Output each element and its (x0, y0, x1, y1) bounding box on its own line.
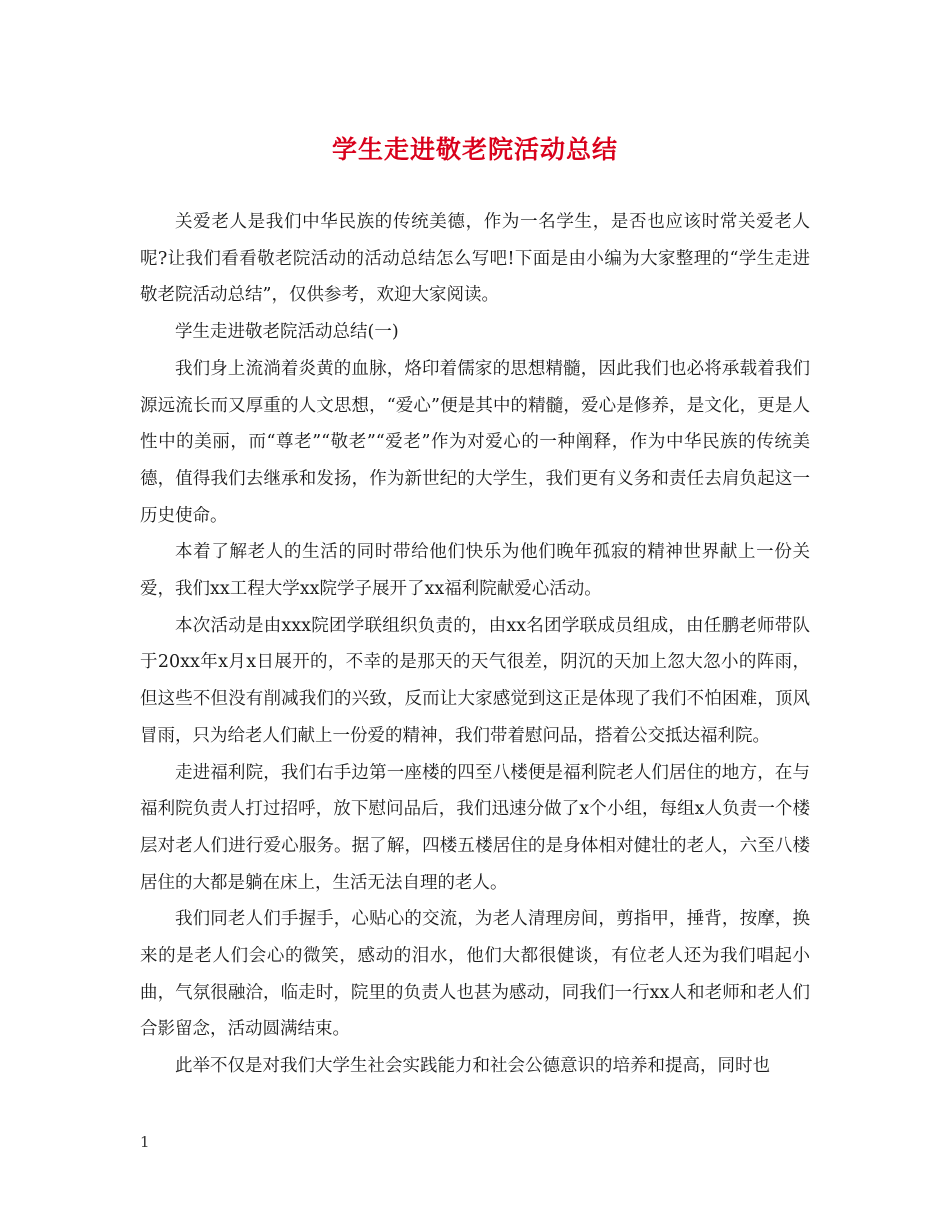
page-number: 1 (140, 1133, 150, 1151)
intro-paragraph: 关爱老人是我们中华民族的传统美德，作为一名学生，是否也应该时常关爱老人呢?让我们看看敬老院活动的活动总结怎么写吧!下面是由小编为大家整理的“学生走进敬老院活动总结”，仅供参考，欢迎大家阅读。 (140, 212, 810, 306)
section-heading: 学生走进敬老院活动总结(一) (175, 322, 399, 343)
document-title: 学生走进敬老院活动总结 (331, 135, 618, 164)
body-paragraph: 此举不仅是对我们大学生社会实践能力和社会公德意识的培养和提高，同时也 (175, 1056, 770, 1077)
body-paragraph: 我们同老人们手握手，心贴心的交流，为老人清理房间，剪指甲，捶背，按摩，换来的是老人们会心的微笑，感动的泪水，他们大都很健谈，有位老人还为我们唱起小曲，气氛很融洽，临走时，院里的负责人也甚为感动，同我们一行xx人和老师和老人们合影留念，活动圆满结束。 (140, 909, 810, 1040)
body-paragraph: 本次活动是由xxx院团学联组织负责的，由xx名团学联成员组成，由任鹏老师带队于20xx年x月x日展开的，不幸的是那天的天气很差，阴沉的天加上忽大忽小的阵雨，但这些不但没有削减我们的兴致，反而让大家感觉到这正是体现了我们不怕困难，顶风冒雨，只为给老人们献上一份爱的精神，我们带着慰问品，搭着公交抵达福利院。 (140, 615, 810, 746)
document-body (140, 204, 810, 1085)
body-paragraph: 我们身上流淌着炎黄的血脉，烙印着儒家的思想精髓，因此我们也必将承载着我们源远流长而又厚重的人文思想，“爱心”便是其中的精髓，爱心是修养，是文化，更是人性中的美丽，而“尊老”“敬老”“爱老”作为对爱心的一种阐释，作为中华民族的传统美德，值得我们去继承和发扬，作为新世纪的大学生，我们更有义务和责任去肩负起这一历史使命。 (140, 358, 810, 526)
body-paragraph: 本着了解老人的生活的同时带给他们快乐为他们晚年孤寂的精神世界献上一份关爱，我们xx工程大学xx院学子展开了xx福利院献爱心活动。 (140, 542, 810, 600)
body-paragraph: 走进福利院，我们右手边第一座楼的四至八楼便是福利院老人们居住的地方，在与福利院负责人打过招呼，放下慰问品后，我们迅速分做了x个小组，每组x人负责一个楼层对老人们进行爱心服务。据了解，四楼五楼居住的是身体相对健壮的老人，六至八楼居住的大都是躺在床上，生活无法自理的老人。 (140, 762, 810, 893)
